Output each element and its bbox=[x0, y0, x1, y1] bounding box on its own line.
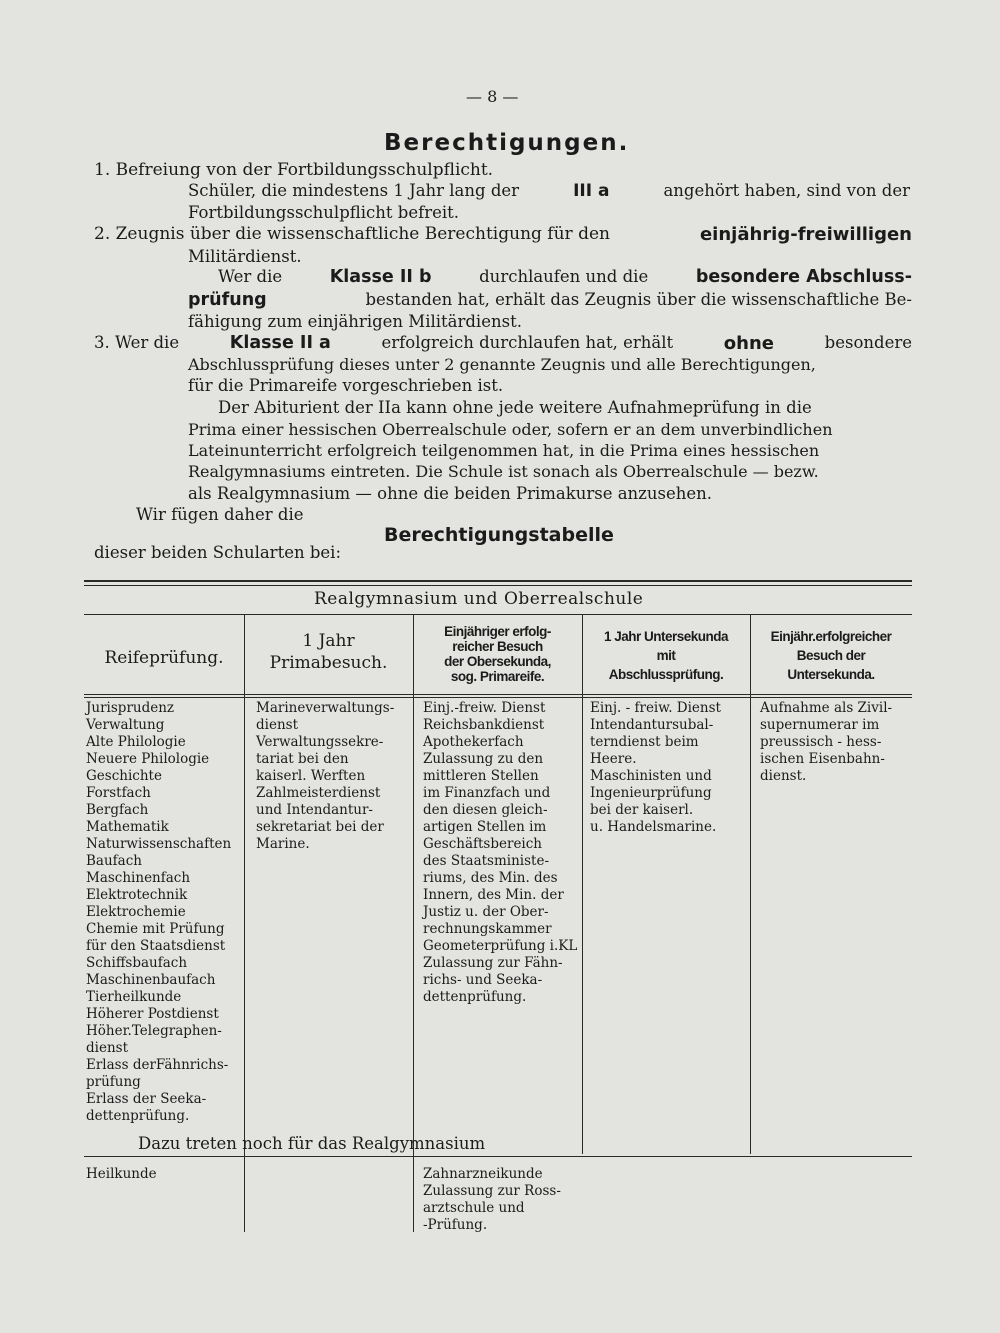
section-3-para-2-line-4: Realgymnasiums eintreten. Die Schule ist sonach als Oberrealschule — bezw. bbox=[188, 462, 819, 481]
table-cell-line: Apothekerfach bbox=[423, 734, 524, 750]
col-divider-4 bbox=[750, 614, 751, 1154]
section-3-para-2-line-3: Lateinunterricht erfolgreich teilgenommen hat, in die Prima eines hessischen bbox=[188, 441, 820, 460]
s2-text-b: durchlaufen und die bbox=[479, 267, 649, 286]
table-cell-line: Erlass der Seeka- bbox=[86, 1091, 207, 1107]
table-cell-line: im Finanzfach und bbox=[423, 785, 551, 801]
header-col4-line2: mit bbox=[656, 648, 676, 663]
header-col4-line3: Abschlussprüfung. bbox=[608, 667, 724, 682]
table-header-rule-2 bbox=[84, 697, 912, 698]
section-3-para-2-line-2: Prima einer hessischen Oberrealschule oder, sofern er an dem unverbindlichen bbox=[188, 420, 833, 439]
s1-text-pre: Schüler, die mindestens 1 Jahr lang der bbox=[188, 181, 520, 200]
header-col3-line1: Einjähriger erfolg- bbox=[444, 624, 551, 639]
table-cell-line: Intendantursubal- bbox=[590, 717, 714, 733]
s2-bold-exam: besondere Abschluss- bbox=[695, 267, 912, 287]
table-cell-line: für den Staatsdienst bbox=[86, 938, 226, 954]
section-3-para-3-line-2: dieser beiden Schularten bei: bbox=[94, 543, 342, 562]
extra-section-rule bbox=[84, 1156, 912, 1157]
table-cell-line: Zulassung zu den bbox=[423, 751, 544, 767]
table-cell-line: und Intendantur- bbox=[256, 802, 373, 818]
table-cell-line: arztschule und bbox=[423, 1200, 525, 1216]
table-cell-line: dienst bbox=[256, 717, 298, 733]
section-2-heading bbox=[94, 224, 912, 245]
table-cell-line: Alte Philologie bbox=[86, 734, 186, 750]
col-primabesuch-list bbox=[256, 700, 408, 853]
table-cell-line: Zulassung zur Fähn- bbox=[423, 955, 563, 971]
table-cell-line: Aufnahme als Zivil- bbox=[760, 700, 893, 716]
header-col4-line1: 1 Jahr Untersekunda bbox=[603, 629, 729, 644]
table-cell-line: riums, des Min. des bbox=[423, 870, 558, 886]
table-cell-line: den diesen gleich- bbox=[423, 802, 548, 818]
section-3-para-2-line-1: Der Abiturient der IIa kann ohne jede weitere Aufnahmeprüfung in die bbox=[218, 398, 812, 417]
table-cell-line: Elektrochemie bbox=[86, 904, 186, 920]
table-cell-line: ischen Eisenbahn- bbox=[760, 751, 885, 767]
section-2-heading-line-2: Militärdienst. bbox=[188, 247, 302, 266]
col-reifepruefung-list bbox=[86, 700, 242, 1125]
table-cell-line: Einj.-freiw. Dienst bbox=[423, 700, 546, 716]
table-top-rule bbox=[84, 580, 912, 582]
table-cell-line: rechnungskammer bbox=[423, 921, 552, 937]
section-3-para-2-line-5: als Realgymnasium — ohne die beiden Primakurse anzusehen. bbox=[188, 484, 712, 503]
s2-bold-class: Klasse II b bbox=[329, 267, 432, 287]
section-2-line-1 bbox=[218, 267, 912, 287]
section-1-line-2: Fortbildungsschulpflicht befreit. bbox=[188, 203, 460, 222]
table-cell-line: Geschichte bbox=[86, 768, 162, 784]
table-cell-line: Höher.Telegraphen- bbox=[86, 1023, 222, 1039]
header-primareife bbox=[413, 624, 582, 684]
section-2-line-2 bbox=[188, 290, 912, 310]
table-cell-line: Forstfach bbox=[86, 785, 151, 801]
table-cell-line: Bergfach bbox=[86, 802, 149, 818]
table-cell-line: Jurisprudenz bbox=[86, 700, 175, 716]
table-cell-line: Justiz u. der Ober- bbox=[423, 904, 549, 920]
table-cell-line: tariat bei den bbox=[256, 751, 349, 767]
table-cell-line: sekretariat bei der bbox=[256, 819, 384, 835]
s3-text-b: erfolgreich durchlaufen hat, erhält bbox=[381, 333, 674, 352]
table-top-rule-2 bbox=[84, 585, 912, 586]
s3-bold-class: Klasse II a bbox=[229, 333, 331, 353]
table-cell-line: dienst. bbox=[760, 768, 807, 784]
header-col3-line4: sog. Primareife. bbox=[450, 669, 545, 684]
section-1-heading: 1. Befreiung von der Fortbildungsschulpflicht. bbox=[94, 160, 494, 180]
header-col1-text: Reifeprüfung. bbox=[104, 648, 224, 668]
header-untersekunda-besuch bbox=[750, 627, 912, 684]
table-title-rule bbox=[84, 614, 912, 615]
table-cell-line: Marine. bbox=[256, 836, 310, 852]
table-cell-line: Neuere Philologie bbox=[86, 751, 210, 767]
table-cell-line: Geometerprüfung i.KL bbox=[423, 938, 578, 954]
table-cell-line: prüfung bbox=[86, 1074, 141, 1090]
table-header-rule bbox=[84, 694, 912, 695]
table-cell-line: bei der kaiserl. bbox=[590, 802, 694, 818]
table-cell-line: u. Handelsmarine. bbox=[590, 819, 717, 835]
page-title: Berechtigungen. bbox=[384, 130, 630, 156]
table-cell-line: Höherer Postdienst bbox=[86, 1006, 219, 1022]
s2-heading-bold: einjährig-freiwilligen bbox=[699, 224, 912, 245]
table-cell-line: Mathematik bbox=[86, 819, 169, 835]
table-cell-line: Naturwissenschaften bbox=[86, 836, 232, 852]
section-2-line-3: fähigung zum einjährigen Militärdienst. bbox=[188, 312, 522, 331]
s2-text-c: bestanden hat, erhält das Zeugnis über die wissenschaftliche Be- bbox=[365, 290, 912, 309]
realgymnasium-heading: Dazu treten noch für das Realgymnasium bbox=[138, 1134, 486, 1153]
col-divider-3 bbox=[582, 614, 583, 1154]
s3-bold-ohne: ohne bbox=[723, 333, 774, 354]
header-col2-line2: Primabesuch. bbox=[269, 653, 388, 673]
table-cell-line: Maschinenfach bbox=[86, 870, 191, 886]
table-cell-line: Heilkunde bbox=[86, 1166, 157, 1182]
s1-bold-class: III a bbox=[573, 181, 610, 201]
s2-text-a: Wer die bbox=[218, 267, 283, 286]
table-cell-line: Erlass derFähnrichs- bbox=[86, 1057, 229, 1073]
table-cell-line: dettenprüfung. bbox=[423, 989, 527, 1005]
table-cell-line: Baufach bbox=[86, 853, 142, 869]
extra-col1-list bbox=[86, 1166, 242, 1183]
table-cell-line: Zahlmeisterdienst bbox=[256, 785, 381, 801]
table-cell-line: dienst bbox=[86, 1040, 128, 1056]
header-untersekunda-pruefung bbox=[582, 627, 750, 684]
table-cell-line: dettenprüfung. bbox=[86, 1108, 190, 1124]
table-intro-bold: Berechtigungstabelle bbox=[384, 524, 614, 546]
section-1-line-1 bbox=[188, 181, 910, 201]
table-cell-line: Zulassung zur Ross- bbox=[423, 1183, 561, 1199]
extra-col3-list bbox=[423, 1166, 578, 1234]
section-3-para-3-line-1: Wir fügen daher die bbox=[136, 505, 304, 524]
col-primareife-list bbox=[423, 700, 578, 1006]
header-col3-line2: reicher Besuch bbox=[452, 639, 543, 654]
table-cell-line: artigen Stellen im bbox=[423, 819, 547, 835]
header-col2-line1: 1 Jahr bbox=[302, 631, 355, 651]
table-cell-line: Geschäftsbereich bbox=[423, 836, 543, 852]
col-untersekunda-pruefung-list bbox=[590, 700, 746, 836]
table-cell-line: -Prüfung. bbox=[423, 1217, 488, 1233]
section-3-line-2: Abschlussprüfung dieses unter 2 genannte Zeugnis und alle Berechtigungen, bbox=[188, 355, 816, 374]
header-reifepruefung bbox=[84, 648, 244, 668]
col-untersekunda-besuch-list bbox=[760, 700, 912, 785]
s2-heading-text: 2. Zeugnis über die wissenschaftliche Berechtigung für den bbox=[94, 224, 610, 244]
page-number: — 8 — bbox=[466, 87, 519, 106]
table-cell-line: terndienst beim bbox=[590, 734, 699, 750]
header-col5-line2: Besuch der bbox=[796, 648, 866, 663]
table-cell-line: Einj. - freiw. Dienst bbox=[590, 700, 721, 716]
table-cell-line: des Staatsministe- bbox=[423, 853, 550, 869]
table-cell-line: Ingenieurprüfung bbox=[590, 785, 712, 801]
table-cell-line: supernumerar im bbox=[760, 717, 880, 733]
s2-bold-pruefung: prüfung bbox=[188, 290, 267, 310]
table-cell-line: Zahnarzneikunde bbox=[423, 1166, 543, 1182]
table-cell-line: preussisch - hess- bbox=[760, 734, 882, 750]
table-cell-line: Innern, des Min. der bbox=[423, 887, 564, 903]
table-title: Realgymnasium und Oberrealschule bbox=[314, 589, 644, 609]
table-cell-line: richs- und Seeka- bbox=[423, 972, 543, 988]
section-3-line-1 bbox=[94, 333, 912, 354]
table-cell-line: Maschinisten und bbox=[590, 768, 712, 784]
s3-text-a: 3. Wer die bbox=[94, 333, 180, 352]
table-cell-line: Verwaltungssekre- bbox=[256, 734, 384, 750]
table-cell-line: mittleren Stellen bbox=[423, 768, 539, 784]
s3-text-c: besondere bbox=[824, 333, 912, 352]
table-cell-line: Chemie mit Prüfung bbox=[86, 921, 225, 937]
table-cell-line: Schiffsbaufach bbox=[86, 955, 188, 971]
header-col5-line3: Untersekunda. bbox=[787, 667, 875, 682]
table-cell-line: kaiserl. Werften bbox=[256, 768, 366, 784]
header-col5-line1: Einjähr.erfolgreicher bbox=[770, 629, 892, 644]
table-cell-line: Reichsbankdienst bbox=[423, 717, 545, 733]
table-cell-line: Tierheilkunde bbox=[86, 989, 182, 1005]
header-col3-line3: der Obersekunda, bbox=[444, 654, 551, 669]
header-primabesuch bbox=[244, 630, 413, 674]
section-3-line-3: für die Primareife vorgeschrieben ist. bbox=[188, 376, 504, 395]
table-cell-line: Marineverwaltungs- bbox=[256, 700, 395, 716]
table-cell-line: Maschinenbaufach bbox=[86, 972, 216, 988]
table-cell-line: Verwaltung bbox=[86, 717, 165, 733]
s1-text-post: angehört haben, sind von der bbox=[663, 181, 910, 200]
table-cell-line: Heere. bbox=[590, 751, 637, 767]
table-cell-line: Elektrotechnik bbox=[86, 887, 188, 903]
